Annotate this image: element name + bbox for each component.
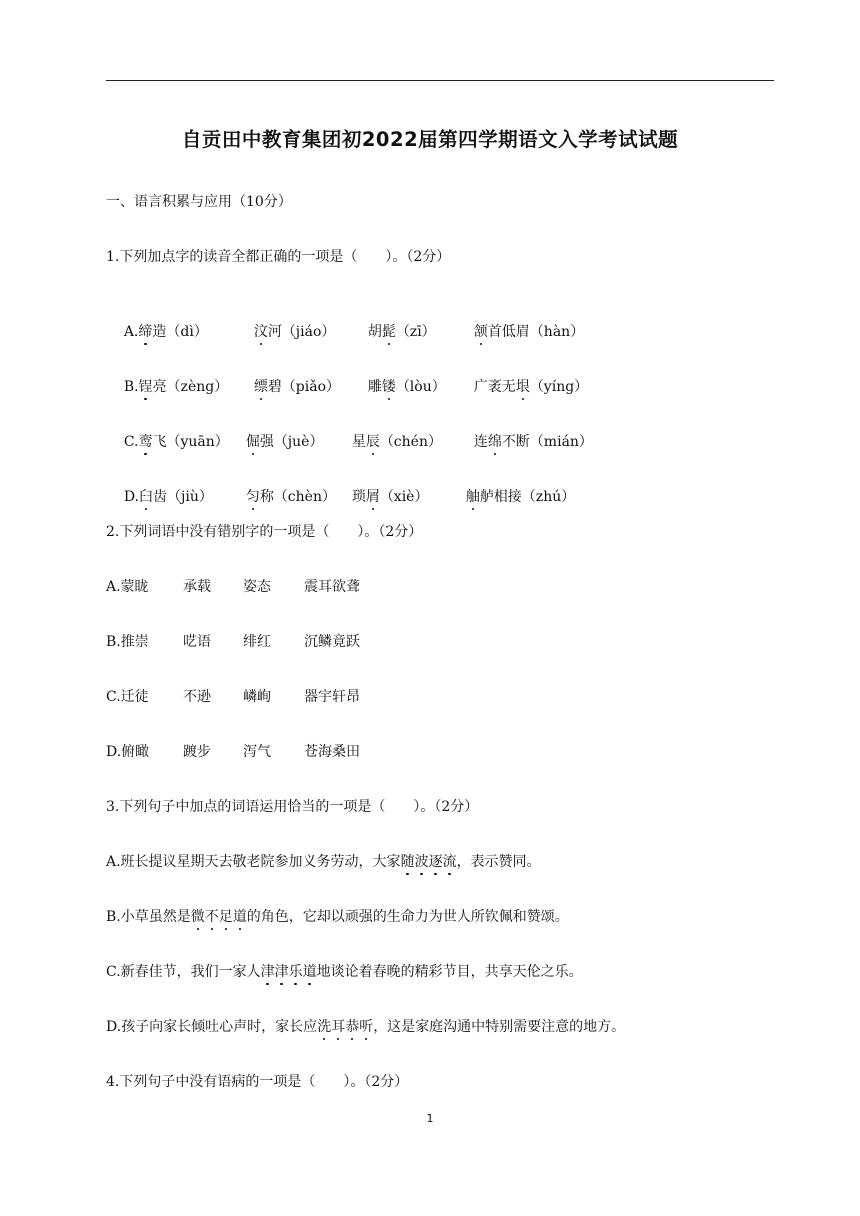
dotted-word [317,1019,373,1035]
header-rule [106,80,774,81]
emphasis-char: 听 [359,1019,374,1035]
dotted-word [401,854,457,870]
emphasis-char: 津 [274,964,289,980]
question-2-option-c: C.迁徒 不逊 嶙峋 器宇轩昂 [106,689,360,705]
question-3-option-c: C.新春佳节，我们一家人津津乐道地谈论着春晚的精彩节目，共享天伦之乐。 [106,964,583,980]
emphasis-char: 道 [302,964,317,980]
question-3-option-d: D.孩子向家长倾吐心声时，家长应洗耳恭听，这是家庭沟通中特别需要注意的地方。 [106,1019,626,1035]
question-1-option-c: C.鸾飞（yuān） 倔强（juè） 星辰（chén） 连绵不断（mián） [123,434,593,450]
emphasis-char: 流 [442,854,457,870]
question-1-stem: 1.下列加点字的读音全都正确的一项是（ ）。（2分） [106,249,451,265]
question-2-stem: 2.下列词语中没有错别字的一项是（ ）。（2分） [106,524,423,540]
emphasis-char: 洗 [317,1019,332,1035]
emphasis-char: 恭 [345,1019,360,1035]
emphasis-char: 随 [400,854,415,870]
question-1-option-b: B.锃亮（zèng） 缥碧（piǎo） 雕镂（lòu） 广袤无垠（yíng） [123,379,589,395]
emphasis-char: 足 [218,909,233,925]
question-3-option-a: A.班长提议星期天去敬老院参加义务劳动，大家随波逐流，表示赞同。 [106,854,541,870]
question-2-option-d: D.俯瞰 踱步 泻气 苍海桑田 [106,744,360,760]
dotted-word [261,964,317,980]
emphasis-char: 耳 [331,1019,346,1035]
question-4-stem: 4.下列句子中没有语病的一项是（ ）。（2分） [106,1074,409,1090]
section-heading: 一、语言积累与应用（10分） [106,194,292,210]
emphasis-char: 微 [190,909,205,925]
question-3-stem: 3.下列句子中加点的词语运用恰当的一项是（ ）。（2分） [106,799,479,815]
emphasis-char: 乐 [288,964,303,980]
emphasis-char: 逐 [428,854,443,870]
emphasis-char: 道 [232,909,247,925]
question-1-option-a: A.缔造（dì） 汶河（jiáo） 胡髭（zī） 颔首低眉（hàn） [123,324,585,340]
emphasis-char: 波 [414,854,429,870]
question-2-option-a: A.蒙眬 承载 姿态 震耳欲聋 [106,579,360,595]
question-3-option-b: B.小草虽然是微不足道的角色，它却以顽强的生命力为世人所钦佩和赞颂。 [106,909,569,925]
page-title: 自贡田中教育集团初2022届第四学期语文入学考试试题 [181,128,679,151]
question-2-option-b: B.推崇 呓语 绯红 沉鳞竟跃 [106,634,360,650]
question-1-option-d: D.臼齿（jiù） 匀称（chèn） 琐屑（xiè） 舳舻相接（zhú） [123,489,576,505]
emphasis-char: 不 [204,909,219,925]
page-number: 1 [426,1112,434,1125]
dotted-word [191,909,247,925]
emphasis-char: 津 [260,964,275,980]
